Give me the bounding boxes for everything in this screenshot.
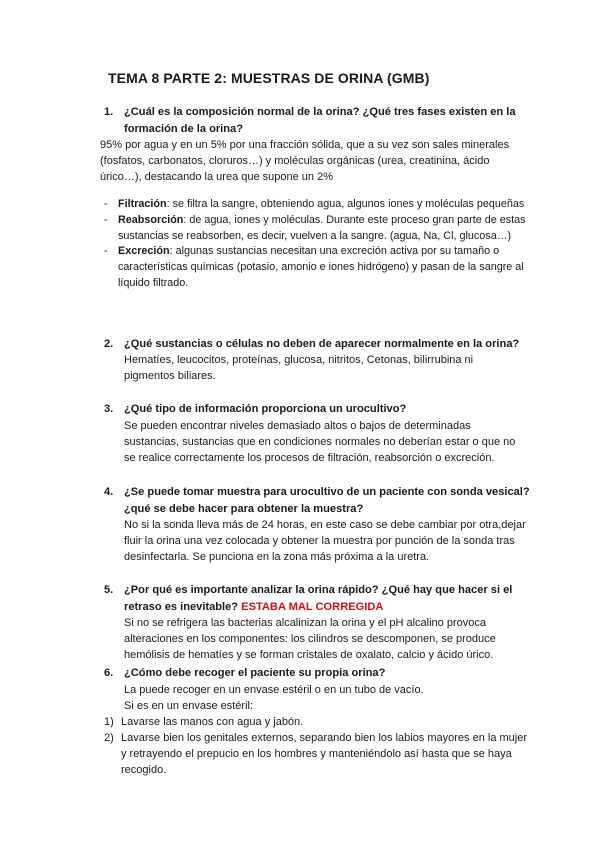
answer-6-line-1: La puede recoger en un envase estéril o en un tubo de vacío.: [124, 684, 424, 696]
phase-item-reabsorption: [104, 213, 526, 245]
phase-term: Filtración: [118, 198, 167, 210]
phase-item-filtration: [104, 197, 526, 213]
answer-5: Si no se refrigera las bacterias alcalinizan la orina y el pH alcalino provoca alteraciones en los componentes: los cilindros se descomponen, se produce hemólisis de hematíes y se forman cristales de oxalato, calcio y ácido úrico.: [124, 617, 496, 661]
question-number: 5.: [104, 584, 114, 596]
phase-description: : de agua, iones y moléculas. Durante este proceso gran parte de estas sustancias se reabsorben, es decir, vuelven a la sangre. (agua, Na, Cl, glucosa…): [118, 213, 526, 242]
question-2: [104, 336, 540, 353]
phase-description: : se filtra la sangre, obteniendo agua, algunos iones y moléculas pequeñas: [166, 198, 525, 210]
question-text-main: ¿Por qué es importante analizar la orina rápido? ¿Qué hay que hacer si el retraso es inevitable?: [124, 584, 513, 613]
step-item: [104, 730, 530, 778]
step-item: [104, 714, 530, 730]
steps-list: [104, 714, 530, 778]
phase-description: : algunas sustancias necesitan una excreción activa por su tamaño o características químicas (potasio, amonio e iones hidrógeno) y pasan de la sangre al líquido filtrado.: [118, 245, 524, 289]
question-text: ¿Cómo debe recoger el paciente su propia orina?: [124, 667, 386, 679]
question-text: [124, 582, 540, 615]
answer-3: Se pueden encontrar niveles demasiado altos o bajos de determinadas sustancias, sustancias que en condiciones normales no deberían estar o que no se realice correctamente los procesos de filtración, reabsorción o excreción.: [124, 420, 516, 464]
question-5: [104, 582, 540, 615]
question-4: [104, 484, 540, 517]
question-text: ¿Qué tipo de información proporciona un urocultivo?: [124, 403, 407, 415]
step-number: 1): [104, 716, 114, 728]
step-number: 2): [104, 732, 114, 744]
question-number: 4.: [104, 486, 114, 498]
question-number: 1.: [104, 106, 114, 118]
question-text: ¿Cuál es la composición normal de la orina? ¿Qué tres fases existen en la formación de la orina?: [124, 106, 516, 135]
answer-1: 95% por agua y en un 5% por una fracción sólida, que a su vez son sales minerales (fosfatos, carbonatos, cloruros…) y moléculas orgánicas (urea, creatinina, ácido úrico…), destacando la urea que supone un 2%: [100, 139, 510, 183]
question-6: [104, 665, 540, 682]
question-text: ¿Qué sustancias o células no deben de aparecer normalmente en la orina?: [124, 338, 520, 350]
question-text: ¿Se puede tomar muestra para urocultivo de un paciente con sonda vesical? ¿qué se debe hacer para obtener la muestra?: [124, 486, 530, 515]
phases-list: [104, 197, 526, 292]
step-text: Lavarse las manos con agua y jabón.: [121, 716, 304, 728]
phase-term: Reabsorción: [118, 213, 184, 226]
phase-item-excretion: [104, 244, 526, 291]
bullet-dash: -: [104, 245, 108, 258]
question-1: [104, 104, 540, 137]
question-number: 2.: [104, 338, 114, 350]
answer-6-line-2: Si es en un envase estéril:: [124, 700, 254, 712]
phase-term: Excreción: [118, 245, 170, 258]
answer-4: No si la sonda lleva más de 24 horas, en este caso se debe cambiar por otra,dejar fluir la orina una vez colocada y obtener la muestra por punción de la sonda tras desinfectarla. Se punciona en la zona más próxima a la uretra.: [124, 519, 526, 563]
answer-2: Hematíes, leucocitos, proteínas, glucosa, nitritos, Cetonas, bilirrubina ni pigmentos biliares.: [124, 354, 474, 382]
question-number: 6.: [104, 667, 114, 679]
step-text: Lavarse bien los genitales externos, separando bien los labios mayores en la mujer y retrayendo el prepucio en los hombres y manteniéndolo así hasta que se haya recogido.: [121, 732, 528, 776]
bullet-dash: -: [104, 198, 108, 210]
question-number: 3.: [104, 403, 114, 415]
bullet-dash: -: [104, 213, 108, 226]
question-3: [104, 401, 540, 418]
page-title: TEMA 8 PARTE 2: MUESTRAS DE ORINA (GMB): [108, 70, 430, 86]
correction-note: ESTABA MAL CORREGIDA: [241, 600, 384, 613]
